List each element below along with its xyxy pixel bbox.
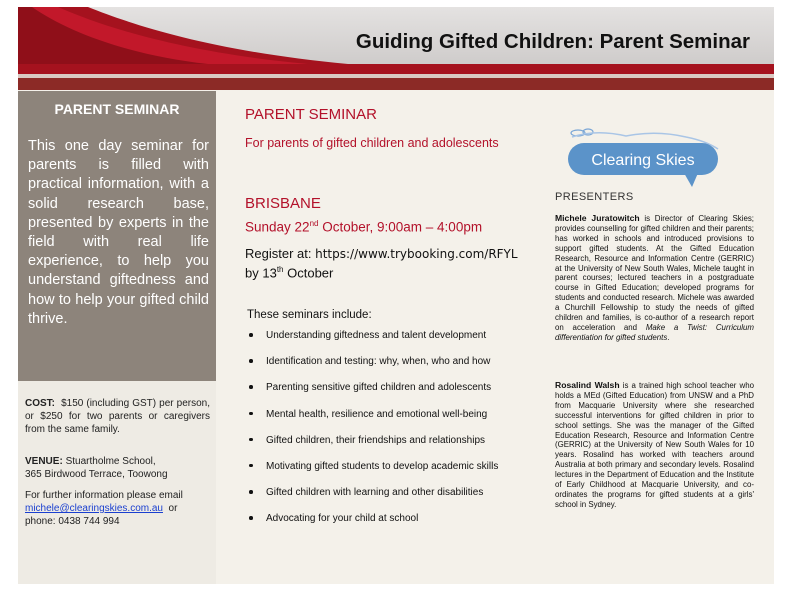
logo-text: Clearing Skies — [591, 152, 695, 169]
list-item — [247, 408, 498, 434]
bullet-icon — [249, 412, 253, 416]
presenter-bio-text-1: is Director of Clearing Skies; provides counselling for gifted children and their parents; has worked in schools and introduced provisions to support gifted students. At the Gifted Education Research, Resource and Information Centre (GERRIC) at the University of New South Wales, Michele taught in parent courses; lectured teachers in a postgraduate course in Gifted Education; developed programs for students and conducted research. Michele was awarded a Churchill Fellowship to study the needs of gifted children and families, is co-author of a research report on acceleration and — [555, 214, 754, 332]
list-item — [247, 434, 498, 460]
presenter-name-1: Michele Juratowitch — [555, 213, 640, 223]
event-date — [245, 219, 482, 235]
venue-label: VENUE: — [25, 456, 63, 467]
bullet-icon — [249, 359, 253, 363]
presenter-bio-2 — [555, 381, 754, 510]
registration — [245, 246, 545, 281]
page-title: Guiding Gifted Children: Parent Seminar — [355, 30, 750, 53]
date-rest: October, 9:00am – 4:00pm — [322, 219, 483, 235]
sidebar-description: This one day seminar for parents is filled with practical information, with a solid research base, presented by experts in the field with real life experience, to help you understand giftedness and how to help your gifted child thrive. — [28, 138, 209, 327]
venue-address: 365 Birdwood Terrace, Toowong — [25, 469, 168, 480]
register-url[interactable]: https://www.trybooking.com/RFYL — [315, 247, 518, 261]
cost-label: COST: — [25, 398, 55, 409]
deadline-prefix: by 13 — [245, 265, 277, 281]
date-sup: nd — [309, 219, 319, 228]
list-item — [247, 486, 498, 512]
seminar-title: PARENT SEMINAR — [245, 106, 377, 123]
bullet-icon — [249, 490, 253, 494]
seminar-subtitle: For parents of gifted children and adolescents — [245, 136, 499, 150]
topics-intro: These seminars include: — [247, 309, 372, 321]
venue-info — [25, 455, 210, 481]
deadline-sup: th — [276, 265, 284, 274]
presenters-heading: PRESENTERS — [555, 191, 634, 203]
topic-text: Gifted children with learning and other disabilities — [266, 487, 484, 499]
topics-list — [247, 329, 498, 539]
list-item — [247, 355, 498, 381]
city: BRISBANE — [245, 195, 321, 212]
list-item — [247, 460, 498, 486]
bullet-icon — [249, 333, 253, 337]
header-band-red — [18, 64, 774, 74]
date-prefix: Sunday 22 — [245, 219, 310, 235]
bullet-icon — [249, 438, 253, 442]
register-label: Register at: — [245, 246, 312, 261]
email-link[interactable]: michele@clearingskies.com.au — [25, 503, 163, 514]
topic-text: Identification and testing: why, when, who and how — [266, 356, 491, 368]
bullet-icon — [249, 385, 253, 389]
topic-text: Advocating for your child at school — [266, 513, 419, 525]
list-item — [247, 329, 498, 355]
header-band-dark — [18, 78, 774, 90]
topic-text: Motivating gifted students to develop academic skills — [266, 460, 499, 472]
presenter-name-2: Rosalind Walsh — [555, 380, 620, 390]
flyer-page — [18, 7, 774, 584]
presenter-bio-1 — [555, 214, 754, 343]
contact-info — [25, 489, 210, 528]
presenter-bio-text-2: is a trained high school teacher who holds a MEd (Gifted Education) from UNSW and a PhD from Macquarie University where she researched successful interventions for gifted children in prior to school settings. She was the manager of the Gifted Education Research, Resource and Information Centre (GERRIC) at the University of New South Wales for 10 years. Rosalind has worked with teachers around Australia at both primary and secondary levels. Rosalind lectures in the Department of Education and the Institute of Early Childhood at Macquarie University, and co-ordinates the programs for gifted students at a girls' school in Sydney. — [555, 381, 755, 509]
book-title: Make a Twist: Curriculum differentiation for gifted students — [555, 322, 754, 342]
sidebar-heading: PARENT SEMINAR — [54, 101, 180, 117]
header — [18, 7, 774, 64]
cost-info — [25, 397, 210, 436]
clearing-skies-logo — [566, 127, 726, 189]
or-text: or — [168, 503, 178, 514]
phone-text: phone: 0438 744 994 — [25, 516, 120, 527]
topic-text: Parenting sensitive gifted children and adolescents — [266, 382, 492, 394]
cost-text: $150 (including GST) per person, or $250 for two parents or caregivers from the same family. — [25, 398, 211, 435]
list-item — [247, 512, 498, 538]
bio-end: . — [667, 332, 670, 342]
topic-text: Understanding giftedness and talent development — [266, 330, 487, 341]
topic-text: Mental health, resilience and emotional well-being — [266, 408, 488, 420]
list-item — [247, 381, 498, 407]
contact-text: For further information please email — [25, 490, 183, 501]
bullet-icon — [249, 464, 253, 468]
deadline-rest: October — [287, 265, 334, 281]
topic-text: Gifted children, their friendships and relationships — [266, 434, 486, 446]
bullet-icon — [249, 516, 253, 520]
venue-name: Stuartholme School, — [65, 456, 156, 467]
